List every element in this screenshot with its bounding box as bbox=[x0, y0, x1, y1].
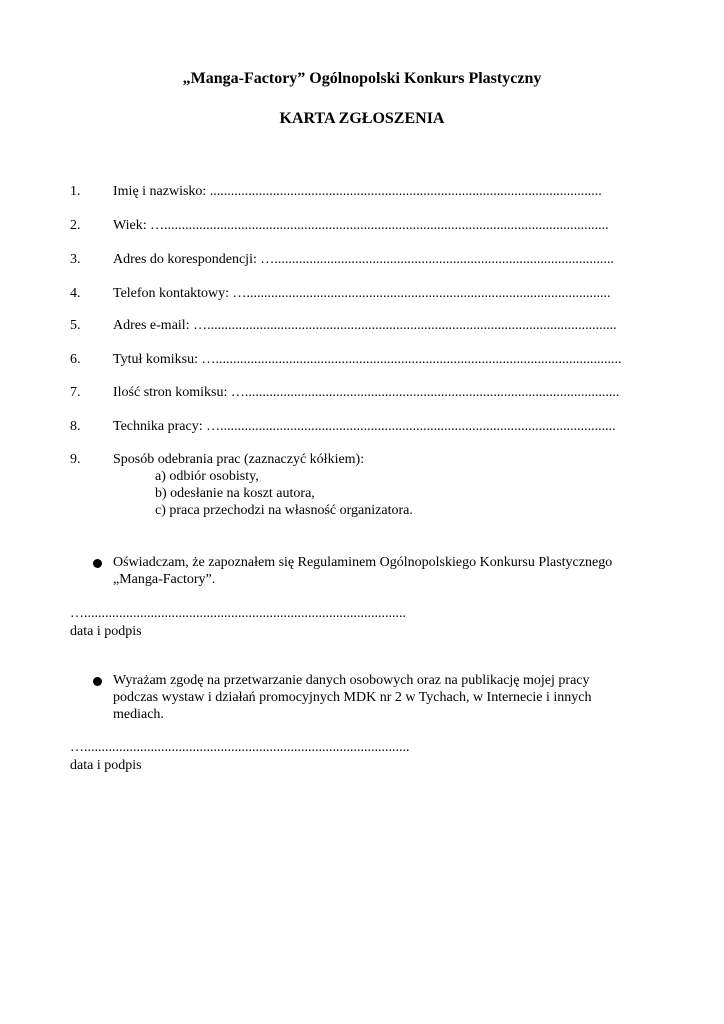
option-shipping: b) odesłanie na koszt autora, bbox=[155, 486, 315, 501]
field-number: 1. bbox=[70, 184, 81, 199]
declaration-line: mediach. bbox=[113, 707, 164, 722]
field-text: Tytuł komiksu: ….................................................................................................................... bbox=[113, 352, 622, 367]
field-number: 9. bbox=[70, 452, 81, 467]
form-title: KARTA ZGŁOSZENIA bbox=[279, 110, 445, 127]
field-text: Telefon kontaktowy: …........................................................................................................ bbox=[113, 286, 611, 301]
signature-label: data i podpis bbox=[70, 758, 142, 773]
field-text: Sposób odebrania prac (zaznaczyć kółkiem): bbox=[113, 452, 365, 467]
field-number: 2. bbox=[70, 218, 81, 233]
signature-line: …............................................................................................ bbox=[70, 606, 406, 621]
bullet-icon bbox=[93, 559, 102, 568]
consent-declaration bbox=[113, 672, 592, 723]
declaration-line: „Manga-Factory”. bbox=[113, 572, 216, 587]
field-number: 8. bbox=[70, 419, 81, 434]
field-text: Ilość stron komiksu: …........................................................................................................... bbox=[113, 385, 620, 400]
field-text: Technika pracy: …................................................................................................................. bbox=[113, 419, 616, 434]
field-text: Adres e-mail: …..................................................................................................................... bbox=[113, 318, 617, 333]
regulations-declaration bbox=[113, 554, 612, 588]
field-number: 3. bbox=[70, 252, 81, 267]
declaration-line: podczas wystaw i działań promocyjnych MDK nr 2 w Tychach, w Internecie i innych bbox=[113, 690, 592, 705]
signature-line: …............................................................................................. bbox=[70, 740, 410, 755]
field-number: 5. bbox=[70, 318, 81, 333]
option-personal-pickup: a) odbiór osobisty, bbox=[155, 469, 259, 484]
bullet-icon bbox=[93, 677, 102, 686]
declaration-line: Oświadczam, że zapoznałem się Regulaminem Ogólnopolskiego Konkursu Plastycznego bbox=[113, 555, 613, 570]
field-text: Adres do korespondencji: …................................................................................................. bbox=[113, 252, 614, 267]
signature-label: data i podpis bbox=[70, 624, 142, 639]
field-number: 4. bbox=[70, 286, 81, 301]
field-text: Imię i nazwisko: ................................................................................................................ bbox=[113, 184, 602, 199]
declaration-line: Wyrażam zgodę na przetwarzanie danych osobowych oraz na publikację mojej pracy bbox=[113, 673, 590, 688]
option-organizer-property: c) praca przechodzi na własność organizatora. bbox=[155, 503, 413, 518]
field-text: Wiek: …............................................................................................................................... bbox=[113, 218, 609, 233]
field-number: 7. bbox=[70, 385, 81, 400]
contest-title: „Manga-Factory” Ogólnopolski Konkurs Plastyczny bbox=[182, 70, 542, 87]
field-number: 6. bbox=[70, 352, 81, 367]
